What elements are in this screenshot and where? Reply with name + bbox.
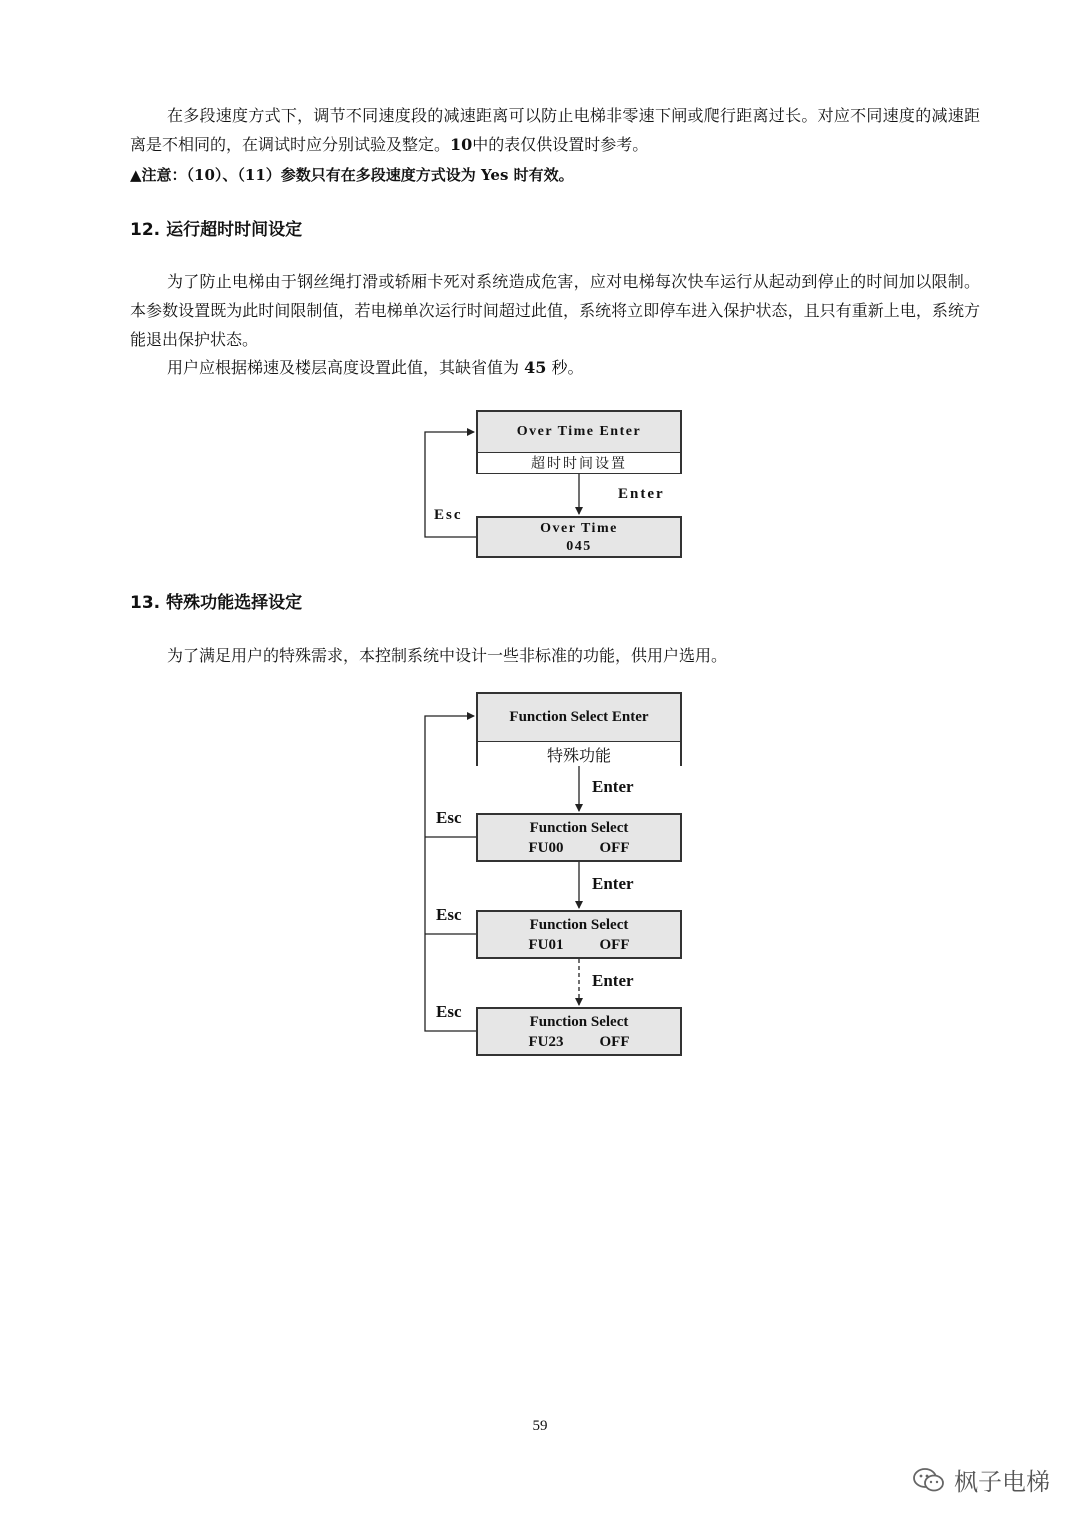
heading-13: 13. 特殊功能选择设定 [130,593,303,613]
esc-label-2a: Esc [436,808,462,827]
function-select-box-fu23: Function Select FU23 OFF [476,1007,682,1056]
overtime-value-box [476,516,682,558]
overtime-enter-title: Over Time Enter [478,412,680,453]
page-number: 59 [532,1418,548,1434]
esc-label-2b: Esc [436,905,462,924]
esc-label-2c: Esc [436,1002,462,1021]
esc-return-line-2 [425,716,476,1031]
function-code: FU01 [528,937,564,953]
esc-label-1: Esc [434,507,463,523]
function-select-enter-subtitle: 特殊功能 [478,742,680,766]
paragraph-default-value: 用户应根据梯速及楼层高度设置此值，其缺省值为 45 秒。 [167,358,584,377]
paragraph-multispeed: 在多段速度方式下，调节不同速度段的减速距离可以防止电梯非零速下闸或爬行距离过长。对应不同速度的减速距离是不相同的，在调试时应分别试验及整定。10中的表仅供设置时参考。 [130,106,980,154]
note-text: ▲注意：（10）、（11）参数只有在多段速度方式设为 Yes 时有效。 [130,166,574,184]
function-code: FU00 [528,840,564,856]
ref-number: 10 [450,135,473,154]
function-state: OFF [599,1034,630,1050]
heading-12: 12. 运行超时时间设定 [130,220,303,240]
function-select-box-fu00: Function Select FU00 OFF [476,813,682,862]
paragraph-overtime: 为了防止电梯由于钢丝绳打滑或轿厢卡死对系统造成危害，应对电梯每次快车运行从起动到停止的时间加以限制。本参数设置既为此时间限制值，若电梯单次运行时间超过此值，系统将立即停车进入保护状态，且只有重新上电，系统方能退出保护状态。 [130,272,980,349]
watermark-text: 枫子电梯 [954,1468,1050,1496]
function-state: OFF [599,840,630,856]
function-state: OFF [599,937,630,953]
enter-label-2b: Enter [592,874,634,893]
overtime-enter-box [476,410,682,474]
overtime-value: 045 [566,539,592,554]
enter-label-2a: Enter [592,777,634,796]
overtime-label: Over Time [540,521,618,536]
function-code: FU23 [528,1034,564,1050]
function-select-box-fu01: Function Select FU01 OFF [476,910,682,959]
overtime-enter-subtitle: 超时时间设置 [478,453,680,473]
function-select-enter-title: Function Select Enter [478,694,680,742]
function-select-enter-box [476,692,682,766]
watermark [912,1462,1050,1497]
enter-label-1: Enter [618,486,665,502]
wechat-icon [912,1466,946,1494]
paragraph-special-function: 为了满足用户的特殊需求，本控制系统中设计一些非标准的功能，供用户选用。 [167,646,728,665]
enter-label-2c: Enter [592,971,634,990]
